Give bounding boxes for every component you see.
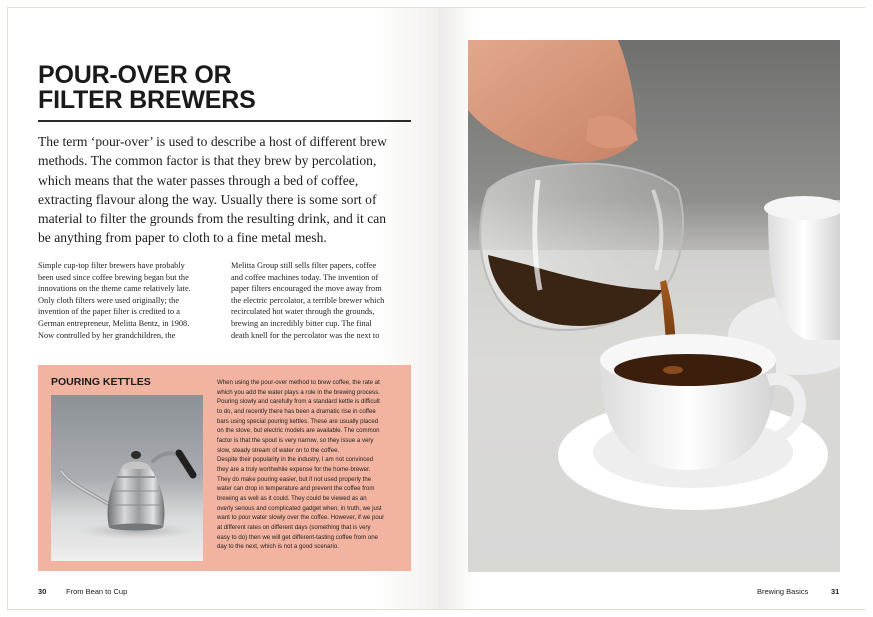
sidebar-heading: POURING KETTLES bbox=[51, 376, 151, 388]
body-line: invention of the paper filter is credited to a bbox=[38, 307, 180, 317]
sidebar-line: at different rates on different days (something that is very bbox=[217, 523, 371, 531]
coffee-pour-photo bbox=[468, 40, 840, 572]
intro-line: which means that the water passes through a bed of coffee, bbox=[38, 172, 359, 188]
title-rule bbox=[38, 120, 411, 122]
body-line: German entrepreneur, Melitta Bentz, in 1908. bbox=[38, 318, 190, 328]
page-number-left: 30 bbox=[38, 587, 47, 596]
intro-line: extracting flavour along the way. Usually there is some sort of bbox=[38, 191, 377, 207]
body-line: brewing an incredibly bitter cup. The final bbox=[231, 318, 372, 328]
sidebar-line: to do, and recently there has been a dramatic rise in coffee bbox=[217, 407, 376, 415]
sidebar-line: which you add the water plays a role in the brewing process. bbox=[217, 388, 380, 396]
sidebar-line: water can drop in temperature and prevent the coffee from bbox=[217, 485, 375, 493]
sidebar-line: on the stove, but electric models are available. The common bbox=[217, 427, 380, 435]
kettle-illustration bbox=[51, 395, 203, 561]
sidebar-line: want to pour water slowly over the coffee. However, if we pour bbox=[217, 514, 385, 522]
body-line: Only cloth filters were used originally; the bbox=[38, 295, 180, 305]
sidebar-line: day to the next, which is not a good scenario. bbox=[217, 543, 339, 551]
sidebar-box bbox=[38, 365, 411, 571]
body-line: innovations on the theme came relatively late. bbox=[38, 284, 191, 294]
body-line: the electric percolator, a terrible brewer which bbox=[231, 295, 385, 305]
sidebar-line: overly serious and complicated gadget when, in truth, we just bbox=[217, 504, 382, 512]
intro-paragraph bbox=[38, 132, 418, 248]
running-title-right: Brewing Basics bbox=[757, 587, 809, 596]
title-line: POUR-OVER OR bbox=[38, 61, 232, 89]
body-line: Melitta Group still sells filter papers, coffee bbox=[231, 261, 377, 270]
title-line: FILTER BREWERS bbox=[38, 86, 256, 114]
sidebar-line: they are a truly worthwhile expense for the home-brewer. bbox=[217, 465, 371, 473]
intro-line: The term ‘pour-over’ is used to describe a host of different brew bbox=[38, 134, 387, 149]
intro-line: methods. The common factor is that they brew by percolation, bbox=[38, 153, 377, 169]
coffee-pour-illustration bbox=[468, 40, 840, 572]
body-column-2 bbox=[231, 260, 411, 341]
kettle-photo bbox=[51, 395, 203, 561]
body-line: Simple cup-top filter brewers have probably bbox=[38, 261, 185, 270]
body-line: paper filters encouraged the move away from bbox=[231, 284, 382, 294]
body-column-1 bbox=[38, 260, 218, 341]
body-line: and coffee machines today. The invention of bbox=[231, 272, 379, 282]
book-spread bbox=[7, 7, 866, 610]
intro-line: be anything from paper to cloth to a fine metal mesh. bbox=[38, 230, 327, 246]
sidebar-line: bars using special pouring kettles. These are usually placed bbox=[217, 417, 379, 425]
sidebar-line: factor is that the spout is very narrow, so they issue a very bbox=[217, 436, 374, 444]
sidebar-line: They do make pouring easier, but if not used properly the bbox=[217, 475, 372, 483]
page-title bbox=[38, 63, 418, 113]
sidebar-line: slow, steady stream of water on to the coffee. bbox=[217, 446, 340, 454]
sidebar-line: easy to do) then we will get different-tasting coffee from one bbox=[217, 533, 379, 541]
body-line: Now controlled by her grandchildren, the bbox=[38, 330, 176, 340]
sidebar-line: Pouring slowly and carefully from a standard kettle is difficult bbox=[217, 398, 380, 406]
left-page bbox=[8, 8, 438, 609]
intro-line: material to filter the grounds from the resulting drink, and it can bbox=[38, 211, 387, 227]
body-line: death knell for the percolator was the next to bbox=[231, 330, 380, 340]
sidebar-line: brewing as well as it could. They could be viewed as an bbox=[217, 494, 367, 502]
sidebar-line: When using the pour-over method to brew coffee, the rate at bbox=[217, 379, 380, 386]
body-line: been used since coffee brewing began but the bbox=[38, 272, 189, 282]
page-number-right: 31 bbox=[831, 587, 840, 596]
sidebar-line: Despite their popularity in the industry, I am not convinced bbox=[217, 456, 374, 464]
sidebar-text bbox=[217, 378, 409, 552]
body-line: recirculated hot water through the grounds, bbox=[231, 307, 375, 317]
running-title-left: From Bean to Cup bbox=[66, 587, 128, 596]
